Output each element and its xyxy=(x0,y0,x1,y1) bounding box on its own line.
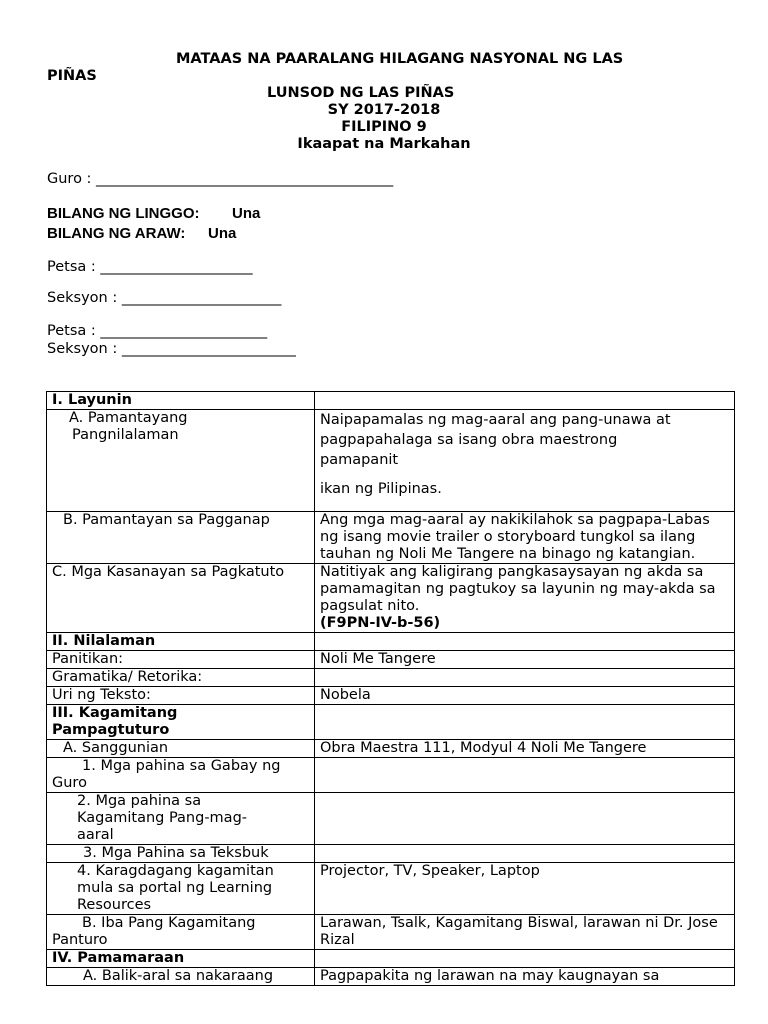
content-standard-label-line2: Pangnilalaman xyxy=(72,427,179,443)
teacher-guide-pages-label xyxy=(47,758,315,793)
performance-standard-value: Ang mga mag-aaral ay nakikilahok sa pagpapa-Labas ng isang movie trailer o storyboard tungkol sa ilang tauhan ng Noli Me Tangere na binago ng katangian. xyxy=(315,512,735,564)
table-row xyxy=(47,564,735,633)
other-materials-value: Larawan, Tsalk, Kagamitang Biswal, larawan ni Dr. Jose Rizal xyxy=(315,915,735,950)
table-row xyxy=(47,392,735,410)
literature-value: Noli Me Tangere xyxy=(315,651,735,669)
section-heading-nilalaman: II. Nilalaman xyxy=(47,633,315,651)
week-number-value: Una xyxy=(232,205,261,222)
empty-cell xyxy=(315,758,735,793)
table-row xyxy=(47,793,735,845)
other-materials-label xyxy=(47,915,315,950)
section-heading-layunin: I. Layunin xyxy=(47,392,315,410)
additional-materials-label: 4. Karagdagang kagamitan mula sa portal ng Learning Resources xyxy=(47,863,315,915)
table-row xyxy=(47,740,735,758)
additional-materials-value: Projector, TV, Speaker, Laptop xyxy=(315,863,735,915)
content-standard-line1: Naipapamalas ng mag-aaral ang pang-unawa at xyxy=(320,412,671,428)
day-number-label: BILANG NG ARAW: xyxy=(47,225,186,242)
review-value: Pagpapakita ng larawan na may kaugnayan sa xyxy=(315,968,735,986)
table-row xyxy=(47,915,735,950)
table-row xyxy=(47,410,735,512)
date-field-1: Petsa : _____________________ xyxy=(47,259,253,275)
empty-cell xyxy=(315,793,735,845)
competency-value xyxy=(315,564,735,633)
empty-cell xyxy=(315,669,735,687)
competency-text: Natitiyak ang kaligirang pangkasaysayan ng akda sa pamamagitan ng pagtukoy sa layunin ng may-akda sa pagsulat nito. xyxy=(320,564,716,614)
date-field-2: Petsa : _______________________ xyxy=(47,323,268,339)
content-standard-label xyxy=(47,410,315,512)
teacher-field: Guro : _________________________________________ xyxy=(47,171,394,187)
content-standard-line3: pamapanit xyxy=(320,452,399,468)
section-field-1: Seksyon : ______________________ xyxy=(47,290,282,306)
school-name: MATAAS NA PAARALANG HILAGANG NASYONAL NG LAS xyxy=(176,51,624,67)
content-standard-line2: pagpapahalaga sa isang obra maestrong xyxy=(320,432,618,448)
empty-cell xyxy=(315,845,735,863)
table-row xyxy=(47,758,735,793)
other-materials-text: B. Iba Pang Kagamitang Panturo xyxy=(52,915,256,948)
performance-standard-label: B. Pamantayan sa Pagganap xyxy=(47,512,315,564)
grammar-label: Gramatika/ Retorika: xyxy=(47,669,315,687)
table-row xyxy=(47,968,735,986)
table-row xyxy=(47,845,735,863)
empty-cell xyxy=(315,950,735,968)
table-row xyxy=(47,512,735,564)
empty-cell xyxy=(315,705,735,740)
review-label: A. Balik-aral sa nakaraang xyxy=(47,968,315,986)
lesson-plan-table xyxy=(46,391,735,986)
references-label: A. Sanggunian xyxy=(47,740,315,758)
literature-label: Panitikan: xyxy=(47,651,315,669)
teacher-guide-pages-text: 1. Mga pahina sa Gabay ng Guro xyxy=(52,758,281,791)
table-row xyxy=(47,687,735,705)
learner-material-pages-label: 2. Mga pahina sa Kagamitang Pang-mag-aaral xyxy=(47,793,315,845)
references-value: Obra Maestra 111, Modyul 4 Noli Me Tangere xyxy=(315,740,735,758)
table-row xyxy=(47,863,735,915)
text-type-value: Nobela xyxy=(315,687,735,705)
quarter-title: Ikaapat na Markahan xyxy=(297,136,471,152)
table-row xyxy=(47,705,735,740)
school-name-continued: PIÑAS xyxy=(47,68,97,84)
competency-code: (F9PN-IV-b-56) xyxy=(320,615,441,631)
table-row xyxy=(47,950,735,968)
textbook-pages-label: 3. Mga Pahina sa Teksbuk xyxy=(47,845,315,863)
table-row xyxy=(47,651,735,669)
table-row xyxy=(47,633,735,651)
subject-title: FILIPINO 9 xyxy=(341,119,427,135)
section-heading-kagamitan: III. Kagamitang Pampagtuturo xyxy=(47,705,315,740)
competency-label: C. Mga Kasanayan sa Pagkatuto xyxy=(47,564,315,633)
content-standard-label-line1: A. Pamantayang xyxy=(69,410,188,426)
city-name: LUNSOD NG LAS PIÑAS xyxy=(267,85,455,101)
text-type-label: Uri ng Teksto: xyxy=(47,687,315,705)
empty-cell xyxy=(315,392,735,410)
week-number-label: BILANG NG LINGGO: xyxy=(47,205,200,222)
content-standard-value xyxy=(315,410,735,512)
section-heading-pamamaraan: IV. Pamamaraan xyxy=(47,950,315,968)
empty-cell xyxy=(315,633,735,651)
table-row xyxy=(47,669,735,687)
school-year: SY 2017-2018 xyxy=(327,102,441,118)
content-standard-line4: ikan ng Pilipinas. xyxy=(320,481,442,497)
section-field-2: Seksyon : ________________________ xyxy=(47,341,296,357)
day-number-value: Una xyxy=(208,225,237,242)
